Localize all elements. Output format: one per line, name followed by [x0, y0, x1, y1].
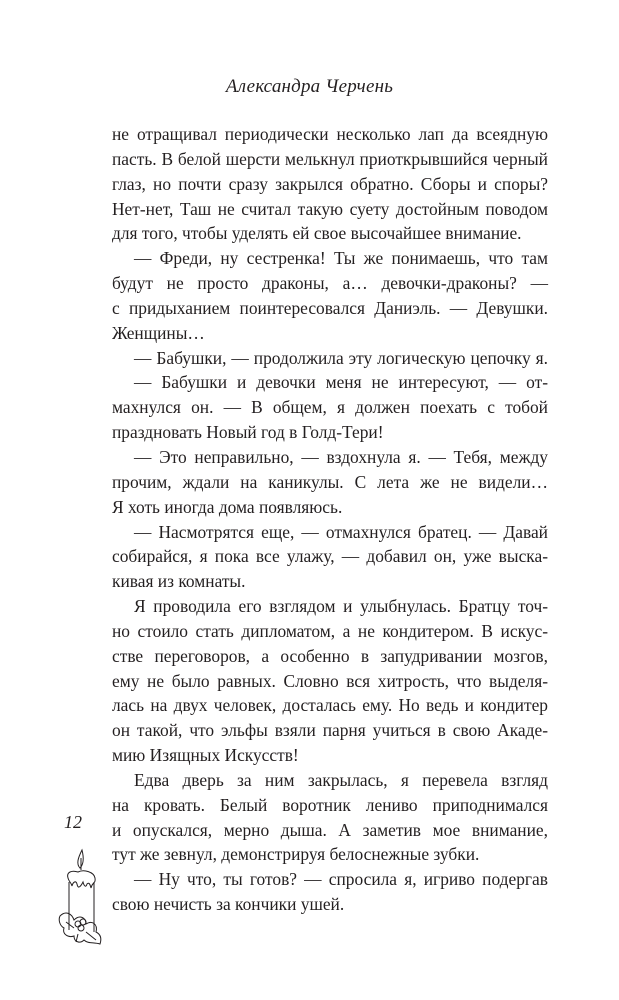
text-line: — Это неправильно, — вздохнула я. — Тебя, между	[134, 446, 548, 467]
text-line: глаз, но почти сразу закрылся обратно. Сборы и споры?	[112, 173, 548, 194]
text-line: собирайся, я пока все улажу, — добавил он, уже выска-	[112, 546, 548, 567]
text-line: он такой, что эльфы взяли парня учиться в свою Акаде-	[112, 720, 548, 741]
text-line: ему не было равных. Словно вся хитрость, что выделя-	[112, 670, 548, 691]
candle-ornament-icon	[56, 848, 106, 948]
text-line: — Фреди, ну сестренка! Ты же понимаешь, что там	[134, 248, 548, 269]
paragraph	[112, 122, 548, 246]
text-line: Женщины…	[112, 322, 205, 343]
text-line: но стоило стать дипломатом, а не кондитером. В искус-	[112, 620, 548, 641]
text-line: лась на двух человек, досталась ему. Но ведь и кондитер	[112, 695, 548, 716]
text-line: кивая из комнаты.	[112, 571, 246, 592]
body-text	[112, 122, 548, 917]
text-line: — Бабушки, — продолжила эту логическую цепочку я.	[134, 347, 548, 368]
text-line: пасть. В белой шерсти мелькнул приоткрывшийся черный	[112, 148, 548, 169]
text-line: свою нечисть за кончики ушей.	[112, 894, 345, 915]
paragraph	[112, 346, 548, 371]
text-line: — Насмотрятся еще, — отмахнулся братец. — Давай	[134, 521, 548, 542]
text-line: Я проводила его взглядом и улыбнулась. Братцу точ-	[134, 596, 548, 617]
text-line: мию Изящных Искусств!	[112, 745, 299, 766]
page-number: 12	[64, 812, 82, 832]
text-line: стве переговоров, а особенно в запудривании мозгов,	[112, 645, 548, 666]
text-line: с придыханием поинтересовался Даниэль. — Девушки.	[112, 297, 548, 318]
paragraph	[112, 370, 548, 445]
paragraph	[112, 520, 548, 595]
paragraph	[112, 594, 548, 768]
paragraph	[112, 445, 548, 520]
running-head-author: Александра Черчень	[225, 76, 394, 97]
paragraph	[112, 768, 548, 867]
text-line: для того, чтобы уделять ей свое высочайшее внимание.	[112, 223, 522, 244]
text-line: — Ну что, ты готов? — спросила я, игриво подергав	[134, 869, 548, 890]
text-line: на кровать. Белый воротник лениво приподнимался	[112, 794, 548, 815]
text-line: махнулся он. — В общем, я должен поехать с тобой	[112, 397, 548, 418]
text-line: тут же зевнул, демонстрируя белоснежные зубки.	[112, 844, 480, 865]
text-line: будут не просто драконы, а… девочки-драконы? —	[112, 273, 548, 294]
text-line: и опускался, мерно дыша. А заметив мое внимание,	[112, 819, 548, 840]
text-line: Нет-нет, Таш не считал такую суету достойным поводом	[112, 198, 548, 219]
text-line: прочим, ждали на каникулы. С лета же не видели…	[112, 471, 548, 492]
text-line: Я хоть иногда дома появляюсь.	[112, 496, 343, 517]
paragraph	[112, 867, 548, 917]
text-line: праздновать Новый год в Голд-Тери!	[112, 422, 384, 443]
text-line: не отращивал периодически несколько лап да всеядную	[112, 124, 548, 144]
text-line: Едва дверь за ним закрылась, я перевела взгляд	[134, 769, 548, 790]
paragraph	[112, 246, 548, 345]
text-line: — Бабушки и девочки меня не интересуют, — от-	[134, 372, 548, 393]
